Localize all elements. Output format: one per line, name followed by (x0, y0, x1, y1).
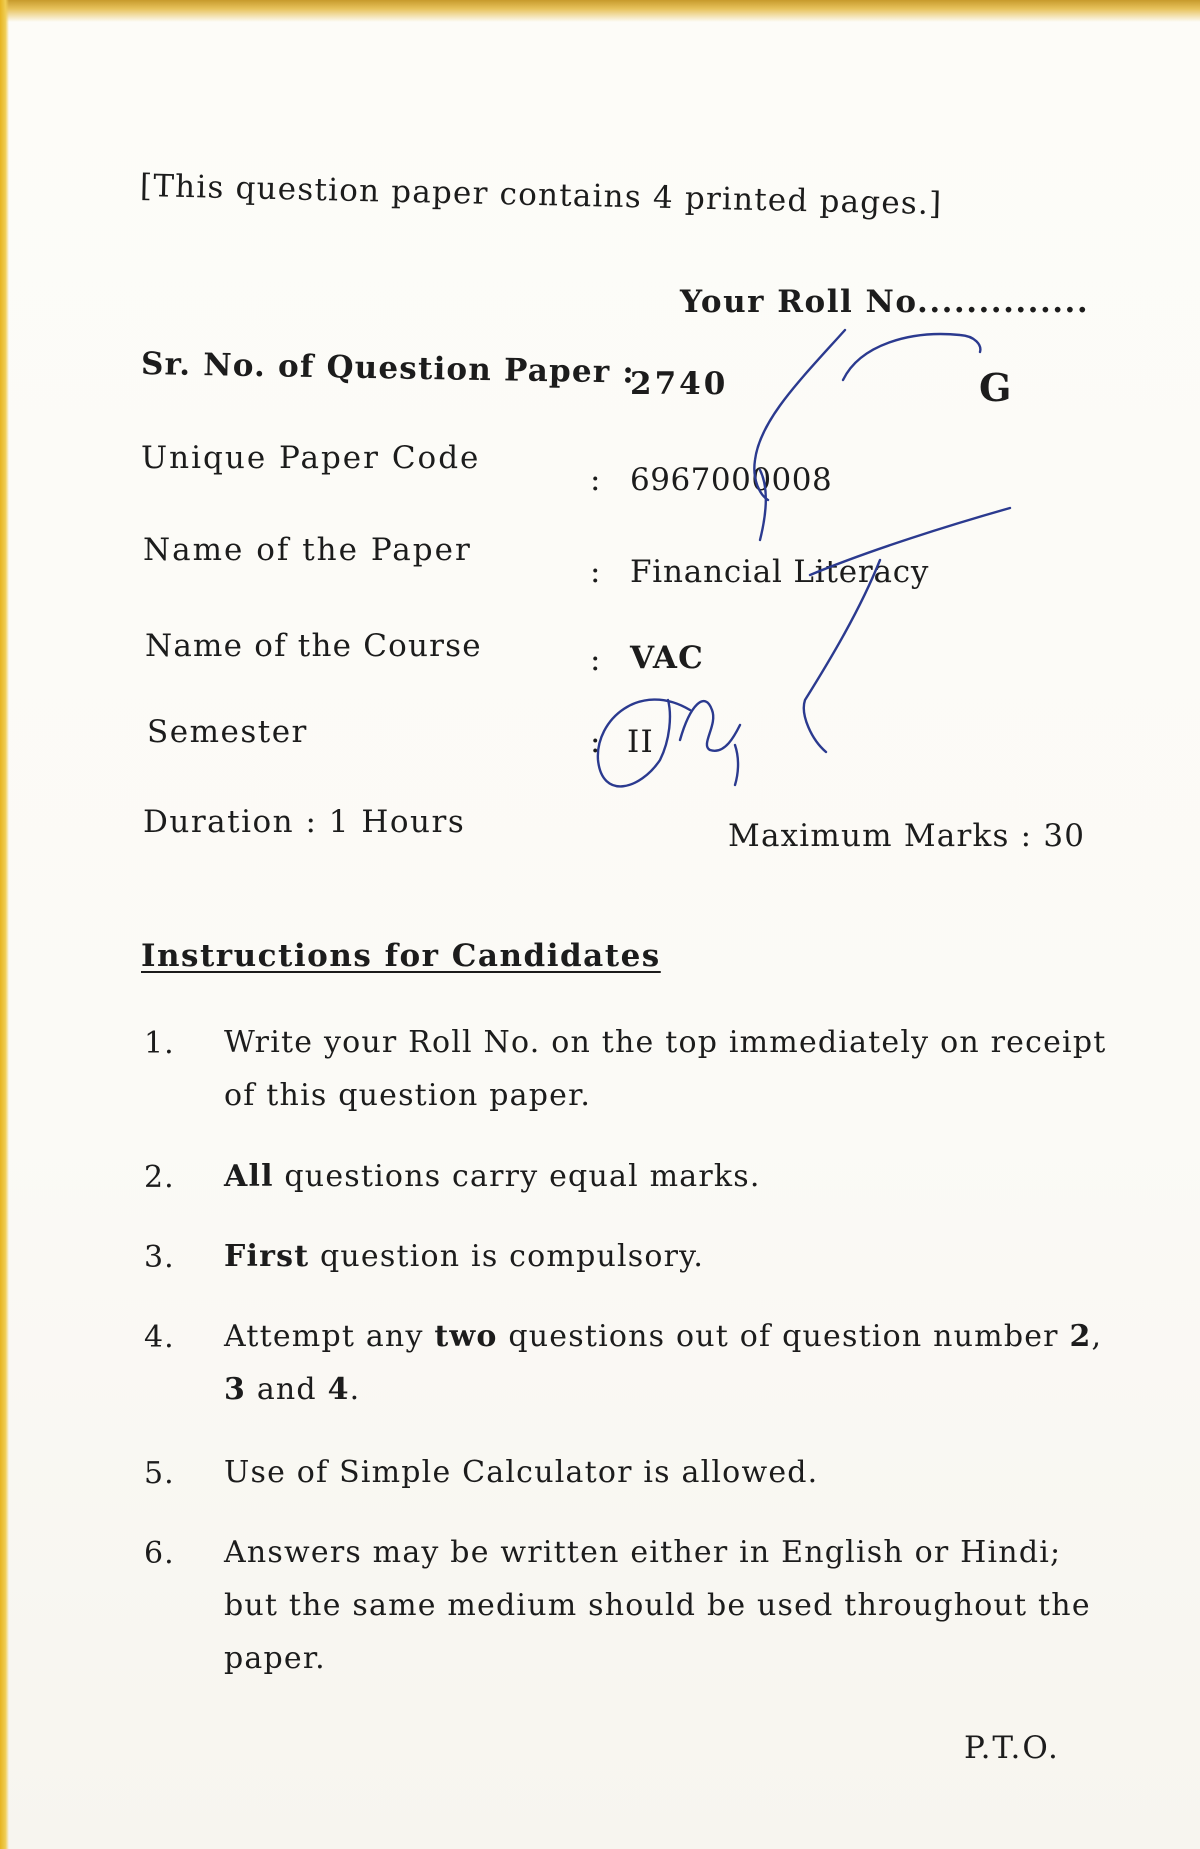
detail-separator-paper-name: : (590, 554, 602, 590)
instruction-segment: . (349, 1372, 361, 1407)
detail-value-sr-no: 2740 (630, 366, 729, 402)
detail-label-paper-code: Unique Paper Code (141, 440, 481, 476)
instruction-emphasis: All (224, 1159, 274, 1194)
instruction-number: 3. (144, 1240, 175, 1275)
instruction-segment: Use of Simple Calculator is allowed. (224, 1455, 819, 1490)
instruction-number: 6. (144, 1536, 175, 1571)
detail-label-semester: Semester (147, 714, 308, 750)
instruction-segment: questions carry equal marks. (273, 1159, 761, 1194)
instruction-segment: and (246, 1372, 328, 1407)
instruction-segment: question is compulsory. (309, 1239, 705, 1274)
instructions-heading: Instructions for Candidates (141, 938, 661, 974)
page-left-edge (0, 0, 9, 1849)
roll-no-label: Your Roll No.............. (680, 284, 1090, 320)
detail-value-course-name: VAC (630, 640, 704, 676)
instruction-text (224, 1230, 1124, 1283)
instruction-emphasis: 2 (1069, 1319, 1092, 1354)
signature-stroke (680, 701, 740, 751)
signature-stroke (735, 745, 738, 785)
page-top-edge (0, 0, 1200, 22)
detail-value-paper-name: Financial Literacy (630, 554, 930, 590)
detail-separator-course-name: : (590, 642, 602, 678)
instruction-segment: , (1091, 1319, 1103, 1354)
instruction-text (224, 1310, 1124, 1416)
instruction-emphasis: 4 (327, 1372, 350, 1407)
instruction-segment: Answers may be written either in English or Hindi; but the same medium should be used throughout the paper. (224, 1535, 1091, 1676)
instruction-text (224, 1150, 1124, 1203)
instruction-text (224, 1526, 1124, 1685)
detail-label-paper-name: Name of the Paper (143, 532, 472, 568)
instruction-emphasis: two (434, 1319, 498, 1354)
instruction-segment: questions out of question number (497, 1319, 1070, 1354)
detail-value-paper-code: 6967000008 (630, 462, 833, 498)
instruction-emphasis: 3 (224, 1372, 247, 1407)
instruction-segment: Attempt any (224, 1319, 435, 1354)
pto-label: P.T.O. (964, 1730, 1060, 1766)
instruction-text (224, 1446, 1124, 1499)
instruction-emphasis: First (224, 1239, 310, 1274)
detail-label-course-name: Name of the Course (145, 628, 482, 664)
detail-value-semester: II (627, 724, 654, 760)
detail-separator-semester: : (590, 724, 602, 760)
max-marks: Maximum Marks : 30 (728, 818, 1086, 854)
instruction-text (224, 1016, 1124, 1122)
detail-separator-paper-code: : (590, 462, 602, 498)
instruction-segment: Write your Roll No. on the top immediately on receipt of this question paper. (224, 1025, 1107, 1113)
set-letter: G (979, 365, 1013, 410)
page-count-note: [This question paper contains 4 printed pages.] (139, 168, 943, 223)
instruction-number: 2. (144, 1160, 175, 1195)
duration: Duration : 1 Hours (143, 804, 466, 840)
detail-label-sr-no: Sr. No. of Question Paper : (140, 346, 636, 391)
instruction-number: 1. (144, 1026, 175, 1061)
instruction-number: 5. (144, 1456, 175, 1491)
instruction-number: 4. (144, 1320, 175, 1355)
signature-stroke (843, 334, 980, 380)
